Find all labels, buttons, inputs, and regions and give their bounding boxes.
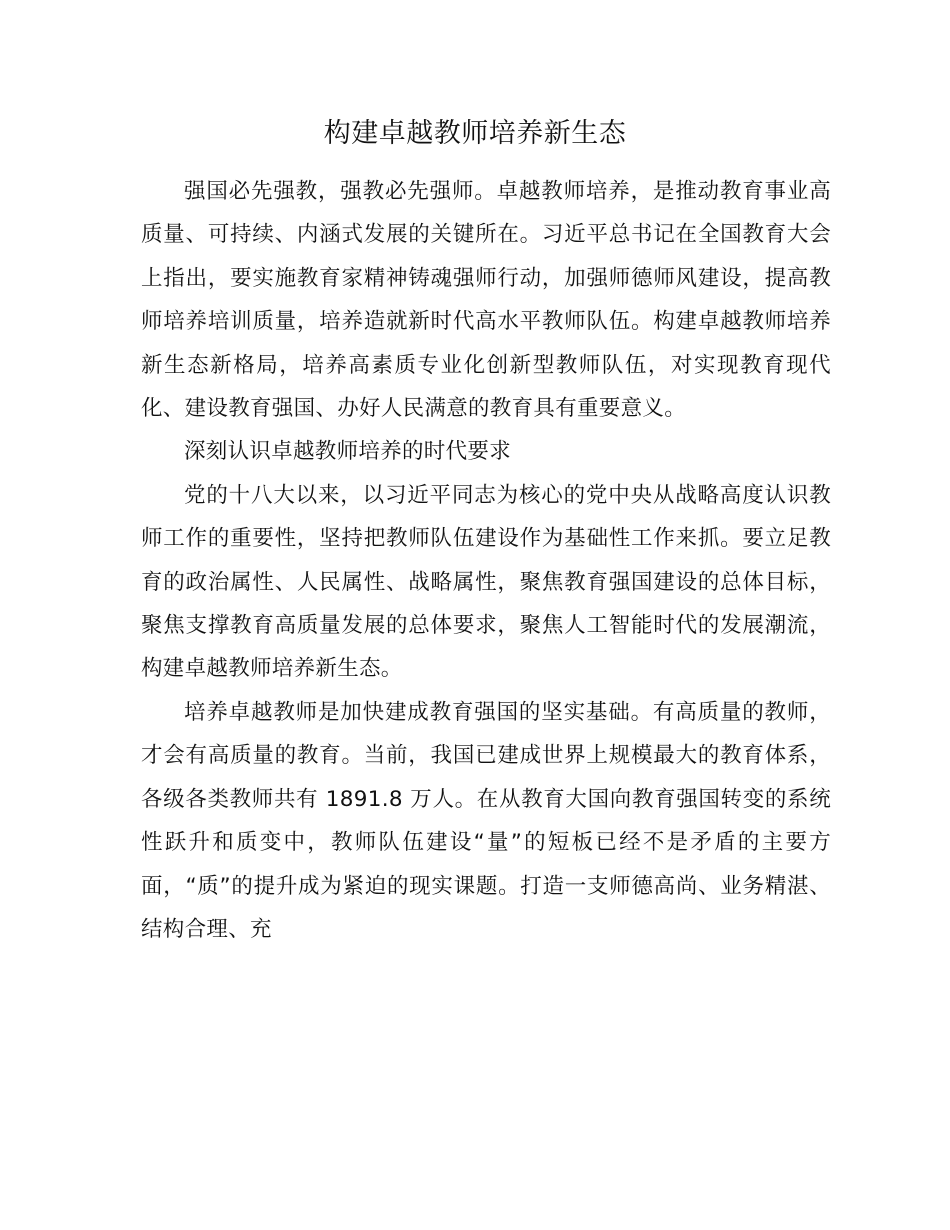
- document-title: 构建卓越教师培养新生态: [323, 118, 627, 149]
- paragraph-background: 党的十八大以来，以习近平同志为核心的党中央从战略高度认识教师工作的重要性，坚持把教师队伍建设作为基础性工作来抓。要立足教育的政治属性、人民属性、战略属性，聚焦教育强国建设的总体目标，聚焦支撑教育高质量发展的总体要求，聚焦人工智能时代的发展潮流，构建卓越教师培养新生态。: [141, 482, 831, 682]
- section-heading: 深刻认识卓越教师培养的时代要求: [184, 439, 512, 465]
- paragraph-intro: 强国必先强教，强教必先强师。卓越教师培养，是推动教育事业高质量、可持续、内涵式发展的关键所在。习近平总书记在全国教育大会上指出，要实施教育家精神铸魂强师行动，加强师德师风建设，提高教师培养培训质量，培养造就新时代高水平教师队伍。构建卓越教师培养新生态新格局，培养高素质专业化创新型教师队伍，对实现教育现代化、建设教育强国、办好人民满意的教育具有重要意义。: [141, 179, 831, 422]
- document-body: [141, 170, 831, 951]
- paragraph-foundation: 培养卓越教师是加快建成教育强国的坚实基础。有高质量的教师，才会有高质量的教育。当前，我国已建成世界上规模最大的教育体系，各级各类教师共有 1891.8 万人。在从教育大国向教育强国转变的系统性跃升和质变中，教师队伍建设“量”的短板已经不是矛盾的主要方面，“质”的提升成为紧迫的现实课题。打造一支师德高尚、业务精湛、结构合理、充: [141, 699, 831, 942]
